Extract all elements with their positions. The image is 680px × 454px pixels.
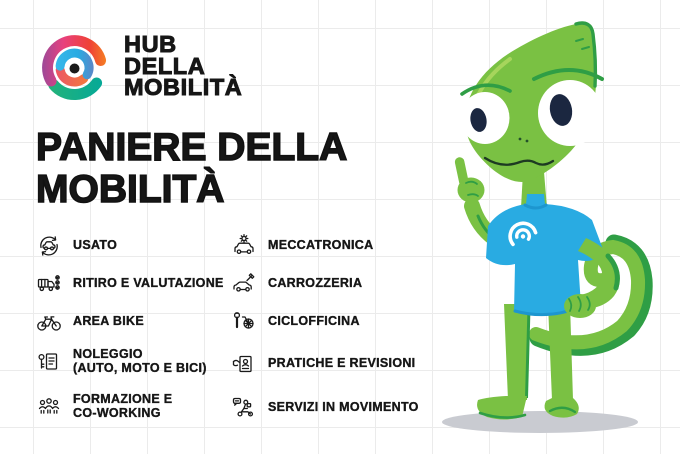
page-title <box>36 127 347 210</box>
service-label: CICLOFFICINA <box>268 314 360 329</box>
service-label: CARROZZERIA <box>268 276 363 291</box>
documents-inspection-icon <box>231 351 257 377</box>
service-label: (AUTO, MOTO E BICI) <box>73 360 207 375</box>
service-label: CO-WORKING <box>73 405 161 420</box>
delivery-scooter-icon <box>231 395 257 421</box>
brand-name-line: MOBILITÀ <box>124 74 243 100</box>
service-item-formazione-coworking <box>36 393 172 420</box>
brand-name-line: HUB <box>124 31 177 57</box>
service-item-usato <box>36 233 117 259</box>
service-label: AREA BIKE <box>73 314 144 329</box>
service-item-pratiche-revisioni <box>231 351 415 377</box>
service-item-noleggio <box>36 348 207 375</box>
service-item-ritiro-e-valutazione <box>36 271 224 297</box>
service-item-meccatronica <box>231 233 373 259</box>
chameleon-mascot <box>430 8 670 448</box>
page-title-line: MOBILITÀ <box>36 167 225 211</box>
service-label: FORMAZIONE E <box>73 392 173 406</box>
service-item-carrozzeria <box>231 271 362 297</box>
mascot-shadow <box>442 411 638 433</box>
rental-key-contract-icon <box>36 349 62 375</box>
hub-mobilita-logo-icon <box>37 30 112 105</box>
bike-workshop-wrench-icon <box>231 309 257 335</box>
bicycle-icon <box>36 309 62 335</box>
service-label: NOLEGGIO <box>73 347 143 361</box>
car-bodywork-icon <box>231 271 257 297</box>
people-coworking-icon <box>36 394 62 420</box>
car-mechatronics-icon <box>231 233 257 259</box>
brand-name <box>124 31 243 100</box>
service-label: PRATICHE E REVISIONI <box>268 356 416 371</box>
page-title-line: PANIERE DELLA <box>36 126 348 169</box>
service-item-servizi-in-movimento <box>231 395 419 421</box>
service-label: USATO <box>73 238 118 253</box>
mascot-head <box>461 23 603 182</box>
service-label: MECCATRONICA <box>268 238 374 253</box>
mascot-legs <box>477 304 579 420</box>
brand-name-line: DELLA <box>124 52 206 79</box>
service-label: RITIRO E VALUTAZIONE <box>73 276 224 291</box>
used-car-exchange-icon <box>36 233 62 259</box>
service-item-ciclofficina <box>231 309 360 335</box>
service-item-area-bike <box>36 309 144 335</box>
service-label: SERVIZI IN MOVIMENTO <box>268 400 419 415</box>
truck-pickup-valuation-icon <box>36 271 62 297</box>
